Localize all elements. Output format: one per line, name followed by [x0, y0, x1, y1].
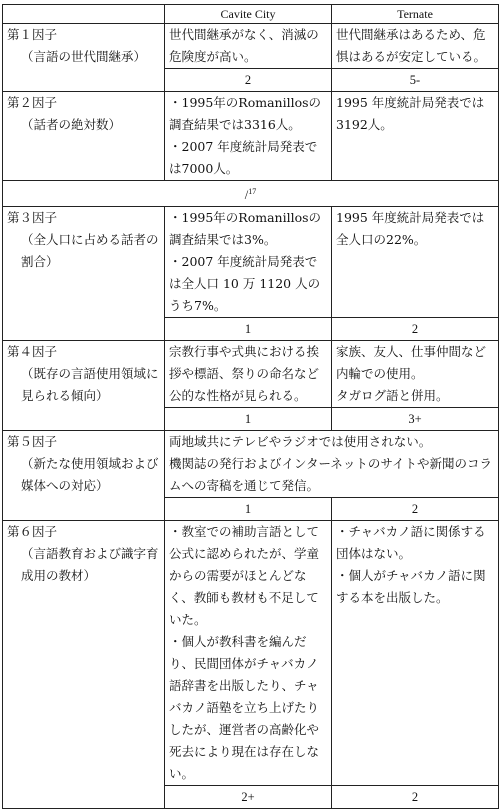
note-text: /: [244, 188, 249, 203]
factor-4-ternate: [332, 341, 499, 408]
factor-sub: （言語教育および識字育成用の教材）: [21, 546, 159, 584]
factor-6-score-cavite: 2+: [165, 786, 332, 809]
cell-text: 世代間継承がなく、消滅の危険度が高い。: [169, 27, 319, 64]
factor-4-cavite: [165, 341, 332, 408]
factor-5-shared: [165, 431, 499, 498]
cell-bullet: ・1995年のRomanillosの調査結果では3%。: [169, 210, 322, 248]
factor-3-cavite: [165, 207, 332, 318]
cell-text: 機関誌の発行およびインターネットのサイトや新聞のコラムへの寄稿を通じて発信。: [169, 456, 493, 494]
factor-2-row: [3, 92, 499, 181]
factor-sub: （話者の絶対数）: [21, 117, 122, 132]
cell-bullet: ・2007 年度統計局発表では全人口 10 万 1120 人のうち7%。: [169, 254, 321, 314]
factor-sub: （言語の世代間継承）: [21, 49, 147, 64]
cell-text: 両地域共にテレビやラジオでは使用されない。: [169, 434, 432, 450]
factor-sub: （全人口に占める話者の割合）: [21, 232, 159, 270]
factor-3-score-cavite: 1: [165, 318, 332, 341]
factor-label: 第１因子: [7, 27, 58, 42]
header-blank: [3, 5, 165, 24]
cell-bullet: ・教室での補助言語として公式に認められたが、学童からの需要がほとんどなく、教師も教材も不足していた。: [169, 524, 320, 628]
factor-label: 第３因子: [7, 210, 58, 226]
factor-5-score-cavite: 1: [165, 498, 332, 521]
factor-2-label: [3, 92, 165, 181]
cell-bullet: ・2007 年度統計局発表では7000人。: [169, 139, 318, 176]
factor-4-score-cavite: 1: [165, 408, 332, 431]
header-cavite: Cavite City: [165, 5, 332, 24]
factor-1-score-ternate: 5-: [332, 69, 499, 92]
factor-6-cavite: [165, 521, 332, 786]
factor-label: 第６因子: [7, 524, 58, 540]
cell-text: 世代間継承はあるため、危惧はあるが安定している。: [336, 27, 487, 64]
cell-bullet: ・1995年のRomanillosの調査結果では3316人。: [169, 95, 322, 132]
cell-text: 家族、友人、仕事仲間など内輪での使用。: [336, 344, 487, 382]
factor-1-row: [3, 24, 499, 69]
factor-3-row: [3, 207, 499, 318]
factor-label: 第４因子: [7, 344, 58, 360]
cell-text: タガログ語と併用。: [336, 388, 449, 404]
note-superscript: 17: [248, 187, 257, 196]
cell-text: 1995 年度統計局発表では3192人。: [336, 95, 485, 132]
factor-1-cavite: [165, 24, 332, 69]
factor-6-ternate: [332, 521, 499, 786]
factor-6-label: [3, 521, 165, 809]
factor-3-score-ternate: 2: [332, 318, 499, 341]
factor-5-score-ternate: 2: [332, 498, 499, 521]
factor-2-note-row: [3, 181, 499, 207]
factor-label: 第５因子: [7, 434, 58, 450]
factor-3-ternate: [332, 207, 499, 318]
factor-table: [2, 4, 499, 809]
cell-text: 宗教行事や式典における挨拶や標語、祭りの命名など公的な性格が見られる。: [169, 344, 320, 404]
cell-bullet: ・個人がチャバカノ語に関する本を出版した。: [336, 568, 486, 606]
factor-5-label: [3, 431, 165, 521]
cell-text: 1995 年度統計局発表では全人口の22%。: [336, 210, 485, 248]
factor-1-score-cavite: 2: [165, 69, 332, 92]
cell-bullet: ・個人が教科書を編んだり、民間団体がチャバカノ語辞書を出版したり、チャバカノ語塾を立ち上げたりしたが、運営者の高齢化や死去により現在は存在しない。: [169, 634, 320, 782]
factor-2-cavite: [165, 92, 332, 181]
factor-6-row: [3, 521, 499, 786]
header-ternate: Ternate: [332, 5, 499, 24]
factor-4-label: [3, 341, 165, 431]
factor-2-note: [3, 181, 499, 207]
header-row: [3, 5, 499, 24]
factor-1-ternate: [332, 24, 499, 69]
factor-sub: （新たな使用領域および媒体への対応）: [21, 456, 159, 494]
factor-5-row: [3, 431, 499, 498]
factor-3-label: [3, 207, 165, 341]
factor-6-score-ternate: 2: [332, 786, 499, 809]
cell-bullet: ・チャバカノ語に関係する団体はない。: [336, 524, 486, 562]
factor-4-score-ternate: 3+: [332, 408, 499, 431]
factor-2-ternate: [332, 92, 499, 181]
factor-sub: （既存の言語使用領域に見られる傾向）: [21, 366, 159, 404]
factor-4-row: [3, 341, 499, 408]
factor-1-label: [3, 24, 165, 92]
factor-label: 第２因子: [7, 95, 58, 110]
